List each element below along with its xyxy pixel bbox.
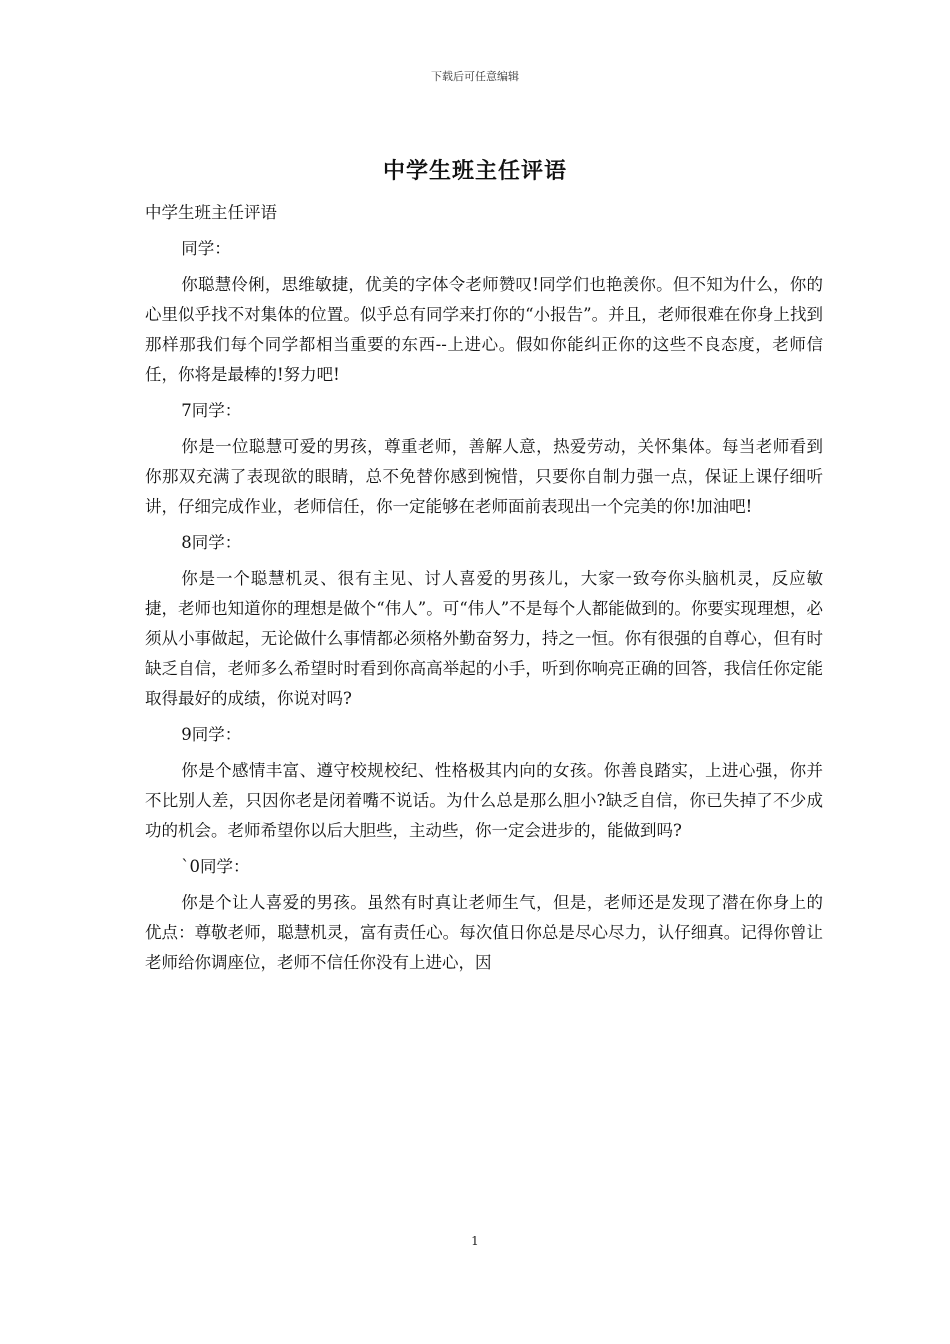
section-comment: 你是个感情丰富、遵守校规校纪、性格极其内向的女孩。你善良踏实，上进心强，你并不比别人差，只因你老是闭着嘴不说话。为什么总是那么胆小?缺乏自信，你已失掉了不少成功的机会。老师希望你以后大胆些，主动些，你一定会进步的，能做到吗? [145,761,823,840]
header-note: 下载后可任意编辑 [431,70,519,83]
document-body [145,198,823,984]
section-addressee: `0同学： [181,857,250,876]
section-addressee: 7同学： [181,401,242,420]
section-comment: 你是个让人喜爱的男孩。虽然有时真让老师生气，但是，老师还是发现了潜在你身上的优点：尊敬老师，聪慧机灵，富有责任心。每次值日你总是尽心尽力，认仔细真。记得你曾让老师给你调座位，老师不信任你没有上进心，因 [145,893,823,972]
section-comment: 你聪慧伶俐，思维敏捷，优美的字体令老师赞叹!同学们也艳羡你。但不知为什么，你的心里似乎找不对集体的位置。似乎总有同学来打你的“小报告”。并且，老师很难在你身上找到那样那我们每个同学都相当重要的东西--上进心。假如你能纠正你的这些不良态度，老师信任，你将是最棒的!努力吧! [145,275,823,384]
page-number: 1 [471,1234,479,1248]
document-subtitle: 中学生班主任评语 [145,203,277,222]
section-addressee: 8同学： [181,533,242,552]
section-comment: 你是一位聪慧可爱的男孩，尊重老师，善解人意，热爱劳动，关怀集体。每当老师看到你那双充满了表现欲的眼睛，总不免替你感到惋惜，只要你自制力强一点，保证上课仔细听讲，仔细完成作业，老师信任，你一定能够在老师面前表现出一个完美的你!加油吧! [145,437,823,516]
document-title: 中学生班主任评语 [382,158,567,184]
section-comment: 你是一个聪慧机灵、很有主见、讨人喜爱的男孩儿，大家一致夸你头脑机灵，反应敏捷，老师也知道你的理想是做个“伟人”。可“伟人”不是每个人都能做到的。你要实现理想，必须从小事做起，无论做什么事情都必须格外勤奋努力，持之一恒。你有很强的自尊心，但有时缺乏自信，老师多么希望时时看到你高高举起的小手，听到你响亮正确的回答，我信任你定能取得最好的成绩，你说对吗? [145,569,823,708]
section-addressee: 同学： [181,239,231,258]
section-addressee: 9同学： [181,725,242,744]
